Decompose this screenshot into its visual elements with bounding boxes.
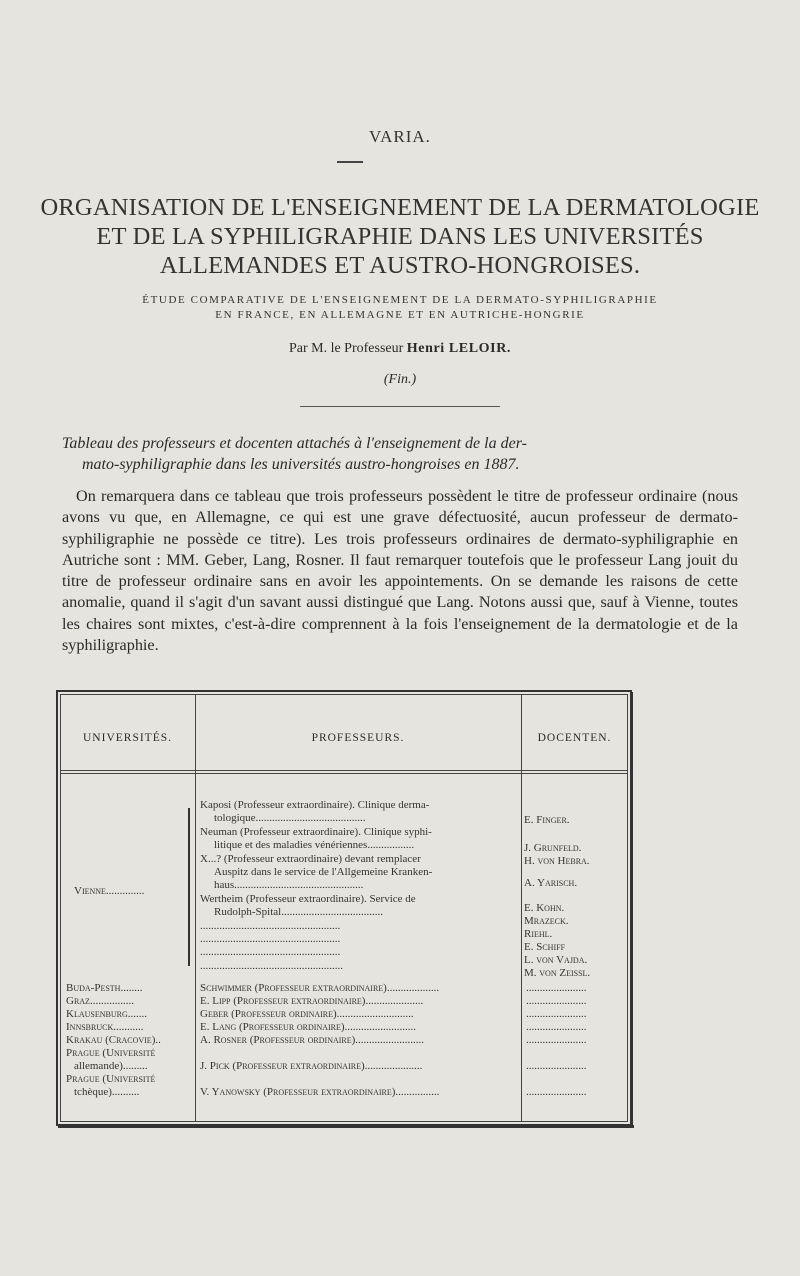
title-line: ALLEMANDES ET AUSTRO-HONGROISES. [159,252,641,279]
separator-rule [300,406,500,407]
professor-line: tologique........................................ [214,812,366,825]
docenten-entry: ...................... [526,982,587,994]
header-rule [60,773,628,774]
byline [0,341,800,357]
university-name: Prague (Université [66,1047,156,1059]
university-name: Buda-Pesth........ [66,982,143,994]
subtitle-line: EN FRANCE, EN ALLEMAGNE ET EN AUTRICHE-HONGRIE [215,309,585,321]
university-name: Graz................ [66,995,134,1007]
professor-line: .................................................... [200,959,343,972]
university-name: Krakau (Cracovie).. [66,1034,161,1046]
university-name-cont: tchèque).......... [74,1086,140,1098]
docenten-entry: ...................... [526,1086,587,1098]
docenten-entry: ...................... [526,1060,587,1072]
header-docenten: DOCENTEN. [537,732,612,744]
university-name: Prague (Université [66,1073,156,1085]
byline-prefix: Par M. le Professeur [288,341,404,356]
header-universites: UNIVERSITÉS. [83,732,172,744]
header-rule [60,770,628,771]
header-professeurs: PROFESSEURS. [311,732,405,744]
title-line: ET DE LA SYPHILIGRAPHIE DANS LES UNIVERSITÉS [96,223,704,250]
professor-entry: Schwimmer (Professeur extraordinaire)................... [200,982,440,994]
column-divider [195,694,196,1122]
docenten-entry: ...................... [526,1021,587,1033]
university-name-cont: allemande)......... [74,1060,148,1072]
docent-name: E. Schiff [524,941,566,953]
subtitle-line: ÉTUDE COMPARATIVE DE L'ENSEIGNEMENT DE LA DERMATO-SYPHILIGRAPHIE [142,294,658,306]
author-name: Henri LELOIR. [406,341,512,356]
professor-line: Kaposi (Professeur extraordinaire). Clinique derma- [200,799,430,811]
docent-name: Riehl. [524,928,553,940]
vienne-brace [188,808,190,966]
docent-name: H. von Hebra. [524,855,590,867]
short-rule [337,161,363,163]
column-divider [521,694,522,1122]
title-line: ORGANISATION DE L'ENSEIGNEMENT DE LA DERMATOLOGIE [40,194,760,221]
frame-shadow-right [630,692,633,1126]
docenten-entry: ...................... [526,1008,587,1020]
professor-line: ................................................... [200,946,341,959]
professor-line: X...? (Professeur extraordinaire) devant remplacer [200,852,421,865]
university-name: Klausenburg....... [66,1008,147,1020]
caption-line: mato-syphiligraphie dans les universités austro-hongroises en 1887. [82,456,520,473]
professor-entry: E. Lang (Professeur ordinaire).......................... [200,1021,417,1033]
university-name: Innsbruck........... [66,1021,144,1033]
caption-line: Tableau des professeurs et docenten attachés à l'enseignement de la der- [62,435,527,452]
professor-line: ................................................... [200,919,341,932]
section-heading: VARIA. [369,127,431,146]
professor-entry: A. Rosner (Professeur ordinaire)......................... [200,1034,425,1046]
body-paragraph: On remarquera dans ce tableau que trois professeurs possèdent le titre de professeur ordinaire (nous avons vu que, en Allemagne, ce qui est une grave défectuosité, aucun professeur de dermato-syphiligraphie ne possède ce titre). Les trois professeurs ordinaires de dermato-syphiligraphie en Autriche sont : MM. Geber, Lang, Rosner. Il faut remarquer toutefois que le professeur Lang jouit du titre de professeur ordinaire sans en avoir les appointements. On se demande les raisons de cette anomalie, quand il s'agit d'un savant aussi distingué que Lang. Notons aussi que, sauf à Vienne, toutes les chaires sont mixtes, c'est-à-dire comprennent à la fois l'enseignement de la dermatologie et de la syphiligraphie. [62,487,738,655]
frame-shadow-bottom [58,1125,634,1128]
professor-line: Auspitz dans le service de l'Allgemeine Kranken- [214,866,433,879]
article-title [40,193,760,280]
professor-line: haus............................................... [214,879,364,892]
professor-line: Neuman (Professeur extraordinaire). Clinique syphi- [200,825,432,838]
professor-line: Rudolph-Spital..................................... [214,906,383,919]
docent-name: E. Finger. [524,814,570,826]
article-subtitle [40,293,760,323]
table-caption [62,433,738,475]
docent-name: E. Kohn. [524,902,565,914]
professor-line: Wertheim (Professeur extraordinaire). Service de [200,892,416,905]
docent-name: J. Grunfeld. [524,842,582,854]
vienne-professors [200,799,516,973]
professor-entry: E. Lipp (Professeur extraordinaire)..................... [200,995,424,1007]
professor-entry: J. Pick (Professeur extraordinaire)..................... [200,1060,423,1072]
docent-name: M. von Zeissl. [524,967,591,979]
docent-name: L. von Vajda. [524,954,588,966]
docenten-entry: ...................... [526,1034,587,1046]
professor-entry: V. Yanowsky (Professeur extraordinaire)................ [200,1086,440,1098]
professor-entry: Geber (Professeur ordinaire)............................ [200,1008,414,1020]
docenten-entry: ...................... [526,995,587,1007]
docent-name: A. Yarisch. [524,877,578,889]
professor-line: litique et des maladies vénériennes................. [214,839,415,852]
university-vienne: Vienne.............. [74,885,145,897]
professor-line: ................................................... [200,933,341,946]
fin-note: (Fin.) [383,372,417,387]
docent-name: Mrazeck. [524,915,569,927]
